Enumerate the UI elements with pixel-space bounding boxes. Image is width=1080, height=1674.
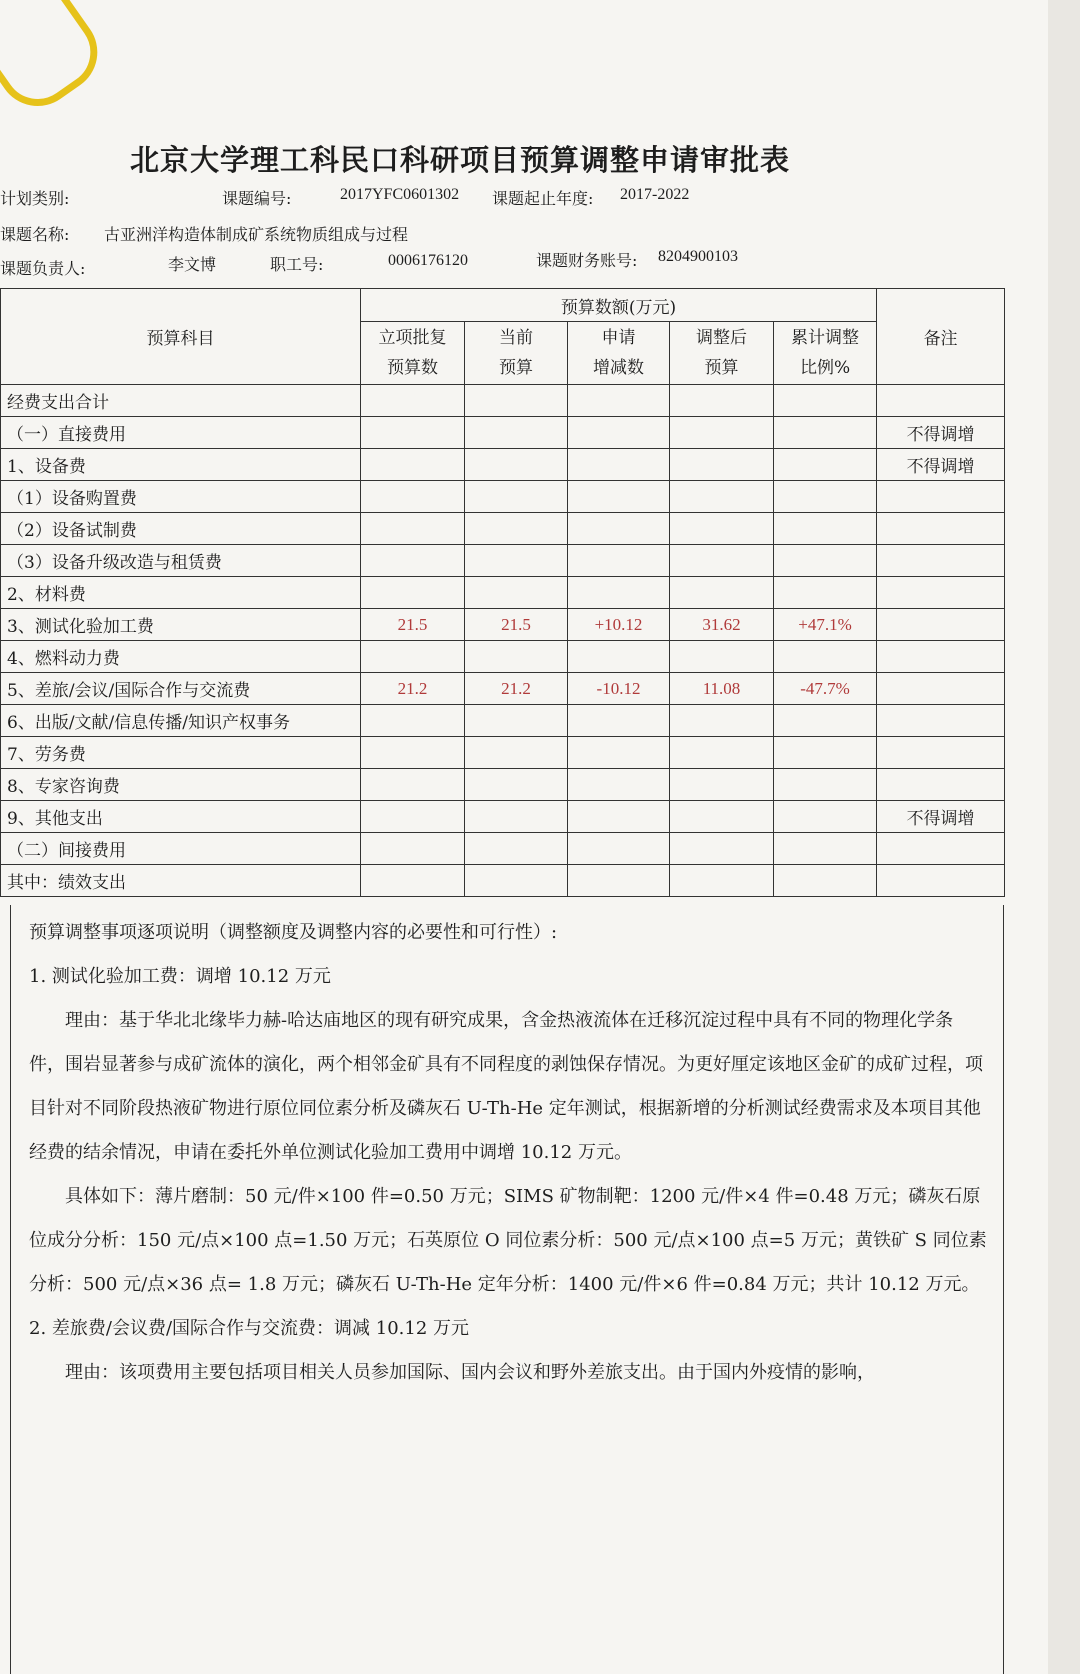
approved-cell: [361, 865, 465, 897]
ratio-cell: [774, 865, 877, 897]
item1-title: 1. 测试化验加工费：调增 10.12 万元: [29, 966, 331, 987]
note-cell: 不得调增: [877, 801, 1005, 833]
adjusted-cell: [670, 545, 774, 577]
code-value: 2017YFC0601302: [340, 186, 460, 203]
ratio-cell: [774, 481, 877, 513]
subject-cell: 2、材料费: [1, 577, 361, 609]
current-cell: [465, 801, 568, 833]
approved-cell: [361, 481, 465, 513]
adjusted-cell: [670, 385, 774, 417]
adjusted-cell: [670, 641, 774, 673]
ratio-cell: [774, 417, 877, 449]
adjustment-explanation: [10, 905, 1004, 1674]
table-row: [1, 417, 1005, 449]
approved-cell: [361, 385, 465, 417]
adjusted-cell: [670, 865, 774, 897]
table-row: [1, 577, 1005, 609]
change-cell: [568, 513, 670, 545]
adjusted-cell: 31.62: [670, 609, 774, 641]
ratio-cell: [774, 449, 877, 481]
note-cell: [877, 769, 1005, 801]
leader-label: 课题负责人:: [0, 259, 86, 278]
item1-reason: 理由：基于华北北缘毕力赫-哈达庙地区的现有研究成果，含金热液流体在迁移沉淀过程中具有不同的物理化学条件，围岩显著参与成矿流体的演化，两个相邻金矿具有不同程度的剥蚀保存情况。为更好厘定该地区金矿的成矿过程，项目针对不同阶段热液矿物进行原位同位素分析及磷灰石 U-Th-He 定年测试，根据新增的分析测试经费需求及本项目其他经费的结余情况，申请在委托外单位测试化验加工费用中调增 10.12 万元。: [29, 1010, 983, 1163]
change-cell: [568, 769, 670, 801]
adjusted-cell: [670, 513, 774, 545]
adjusted-cell: [670, 481, 774, 513]
change-cell: [568, 705, 670, 737]
ratio-cell: +47.1%: [774, 609, 877, 641]
adjusted-cell: [670, 577, 774, 609]
note-cell: 不得调增: [877, 417, 1005, 449]
subject-cell: 其中：绩效支出: [1, 865, 361, 897]
change-cell: [568, 865, 670, 897]
adjusted-cell: 11.08: [670, 673, 774, 705]
adjusted-cell: [670, 769, 774, 801]
approved-cell: [361, 833, 465, 865]
current-cell: [465, 385, 568, 417]
subject-cell: （3）设备升级改造与租赁费: [1, 545, 361, 577]
table-row: [1, 513, 1005, 545]
approved-cell: [361, 801, 465, 833]
explanation-heading: 预算调整事项逐项说明（调整额度及调整内容的必要性和可行性）:: [29, 922, 558, 943]
change-cell: [568, 577, 670, 609]
note-cell: [877, 865, 1005, 897]
current-cell: [465, 513, 568, 545]
current-cell: [465, 577, 568, 609]
subject-cell: （一）直接费用: [1, 417, 361, 449]
note-cell: [877, 481, 1005, 513]
subject-cell: 经费支出合计: [1, 385, 361, 417]
approved-cell: [361, 513, 465, 545]
plan-type-label: 计划类别:: [0, 189, 70, 208]
current-cell: 21.5: [465, 609, 568, 641]
subject-cell: （二）间接费用: [1, 833, 361, 865]
ratio-cell: [774, 577, 877, 609]
table-row: [1, 609, 1005, 641]
adjusted-cell: [670, 417, 774, 449]
note-cell: 不得调增: [877, 449, 1005, 481]
subject-cell: 1、设备费: [1, 449, 361, 481]
current-cell: 21.2: [465, 673, 568, 705]
change-cell: [568, 737, 670, 769]
table-row: [1, 737, 1005, 769]
account-value: 8204900103: [658, 248, 738, 265]
current-cell: [465, 481, 568, 513]
note-cell: [877, 545, 1005, 577]
approved-cell: 21.2: [361, 673, 465, 705]
name-value: 古亚洲洋构造体制成矿系统物质组成与过程: [104, 225, 409, 244]
code-label: 课题编号:: [222, 189, 292, 208]
ratio-cell: [774, 769, 877, 801]
budget-table-body: [1, 385, 1005, 897]
note-cell: [877, 833, 1005, 865]
table-row: [1, 673, 1005, 705]
current-cell: [465, 545, 568, 577]
table-row: [1, 545, 1005, 577]
change-cell: [568, 481, 670, 513]
staff-value: 0006176120: [388, 252, 468, 269]
col-current-header: 当前 预算: [465, 322, 568, 385]
years-label: 课题起止年度:: [492, 189, 594, 208]
years-value: 2017-2022: [620, 186, 690, 203]
table-row: [1, 705, 1005, 737]
col-approved-header: 立项批复 预算数: [361, 322, 465, 385]
subject-cell: （2）设备试制费: [1, 513, 361, 545]
approved-cell: [361, 769, 465, 801]
change-cell: [568, 833, 670, 865]
current-cell: [465, 705, 568, 737]
ratio-cell: [774, 705, 877, 737]
col-group-header: 预算数额(万元): [361, 289, 877, 322]
table-row: [1, 641, 1005, 673]
ratio-cell: [774, 737, 877, 769]
approved-cell: [361, 417, 465, 449]
adjusted-cell: [670, 705, 774, 737]
note-cell: [877, 705, 1005, 737]
current-cell: [465, 769, 568, 801]
form-title: 北京大学理工科民口科研项目预算调整申请审批表: [130, 143, 791, 177]
subject-cell: 8、专家咨询费: [1, 769, 361, 801]
note-cell: [877, 641, 1005, 673]
col-change-header: 申请 增减数: [568, 322, 670, 385]
col-subject-header: 预算科目: [1, 289, 361, 385]
ratio-cell: [774, 545, 877, 577]
approved-cell: [361, 737, 465, 769]
col-adjusted-header: 调整后 预算: [670, 322, 774, 385]
note-cell: [877, 513, 1005, 545]
subject-cell: 4、燃料动力费: [1, 641, 361, 673]
ratio-cell: [774, 833, 877, 865]
ratio-cell: [774, 513, 877, 545]
note-cell: [877, 577, 1005, 609]
name-label: 课题名称:: [0, 225, 70, 244]
col-ratio-header: 累计调整 比例%: [774, 322, 877, 385]
note-cell: [877, 385, 1005, 417]
subject-cell: （1）设备购置费: [1, 481, 361, 513]
approved-cell: [361, 577, 465, 609]
subject-cell: 3、测试化验加工费: [1, 609, 361, 641]
ratio-cell: [774, 801, 877, 833]
table-row: [1, 769, 1005, 801]
item1-detail: 具体如下：薄片磨制：50 元/件×100 件=0.50 万元；SIMS 矿物制靶：1200 元/件×4 件=0.48 万元；磷灰石原位成分分析：150 元/点×100 点=1.50 万元；石英原位 O 同位素分析：500 元/点×100 点=5 万元；黄铁矿 S 同位素分析：500 元/点×36 点= 1.8 万元；磷灰石 U-Th-He 定年分析：1400 元/件×6 件=0.84 万元；共计 10.12 万元。: [29, 1186, 987, 1295]
subject-cell: 9、其他支出: [1, 801, 361, 833]
col-note-header: 备注: [877, 289, 1005, 385]
table-row: [1, 449, 1005, 481]
change-cell: [568, 385, 670, 417]
budget-table: [0, 288, 1005, 897]
approved-cell: [361, 705, 465, 737]
note-cell: [877, 737, 1005, 769]
table-row: [1, 833, 1005, 865]
table-row: [1, 481, 1005, 513]
current-cell: [465, 449, 568, 481]
approved-cell: [361, 545, 465, 577]
item2-reason: 理由：该项费用主要包括项目相关人员参加国际、国内会议和野外差旅支出。由于国内外疫情的影响，: [65, 1362, 875, 1383]
table-row: [1, 385, 1005, 417]
underlying-page: [1048, 0, 1080, 1674]
note-cell: [877, 673, 1005, 705]
current-cell: [465, 417, 568, 449]
change-cell: [568, 641, 670, 673]
ratio-cell: -47.7%: [774, 673, 877, 705]
change-cell: -10.12: [568, 673, 670, 705]
adjusted-cell: [670, 737, 774, 769]
adjusted-cell: [670, 449, 774, 481]
adjusted-cell: [670, 833, 774, 865]
current-cell: [465, 641, 568, 673]
change-cell: [568, 801, 670, 833]
ratio-cell: [774, 641, 877, 673]
staff-label: 职工号:: [270, 255, 324, 274]
subject-cell: 7、劳务费: [1, 737, 361, 769]
approved-cell: [361, 449, 465, 481]
adjusted-cell: [670, 801, 774, 833]
subject-cell: 5、差旅/会议/国际合作与交流费: [1, 673, 361, 705]
item2-title: 2. 差旅费/会议费/国际合作与交流费：调减 10.12 万元: [29, 1318, 469, 1339]
change-cell: +10.12: [568, 609, 670, 641]
account-label: 课题财务账号:: [536, 251, 638, 270]
current-cell: [465, 737, 568, 769]
change-cell: [568, 545, 670, 577]
change-cell: [568, 417, 670, 449]
table-row: [1, 801, 1005, 833]
subject-cell: 6、出版/文献/信息传播/知识产权事务: [1, 705, 361, 737]
table-row: [1, 865, 1005, 897]
note-cell: [877, 609, 1005, 641]
approved-cell: 21.5: [361, 609, 465, 641]
change-cell: [568, 449, 670, 481]
approved-cell: [361, 641, 465, 673]
ratio-cell: [774, 385, 877, 417]
current-cell: [465, 833, 568, 865]
current-cell: [465, 865, 568, 897]
leader-value: 李文博: [168, 255, 217, 274]
